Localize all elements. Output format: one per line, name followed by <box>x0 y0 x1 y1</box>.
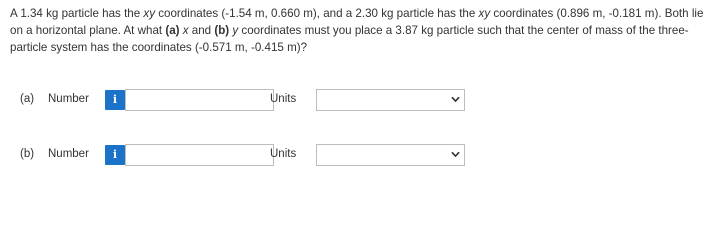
problem-text: and <box>188 24 215 37</box>
answer-row-a <box>20 88 720 114</box>
info-icon[interactable]: i <box>105 90 125 110</box>
problem-text: A 1.34 kg particle has the <box>10 7 144 20</box>
chevron-down-icon <box>451 150 460 159</box>
answer-row-b <box>20 143 720 169</box>
problem-part-marker-a: (a) <box>165 24 180 37</box>
part-label: (b) <box>20 148 35 160</box>
chevron-down-icon <box>451 95 460 104</box>
answer-type-label: Number <box>48 148 89 160</box>
problem-text-italic: y <box>232 24 239 37</box>
problem-part-marker-b: (b) <box>214 24 230 37</box>
units-select-b[interactable] <box>316 144 465 166</box>
number-input-b[interactable] <box>125 144 274 166</box>
problem-text-italic: x <box>182 24 189 37</box>
problem-text-italic: xy <box>143 7 156 20</box>
problem-text: coordinates (0.896 m, -0.181 m). Both lie on a horizontal plane. At what <box>10 7 704 37</box>
units-label: Units <box>270 148 297 160</box>
problem-text: coordinates must you place a 3.87 kg particle such that the center of mass of the three-particle system has the coordinates (-0.571 m, -0.415 m)? <box>10 24 689 54</box>
answer-type-label: Number <box>48 93 89 105</box>
problem-statement <box>10 5 715 56</box>
info-icon[interactable]: i <box>105 145 125 165</box>
problem-text-italic: xy <box>478 7 491 20</box>
problem-text: coordinates (-1.54 m, 0.660 m), and a 2.30 kg particle has the <box>155 7 479 20</box>
units-select-a[interactable] <box>316 89 465 111</box>
number-input-a[interactable] <box>125 89 274 111</box>
part-label: (a) <box>20 93 35 105</box>
units-label: Units <box>270 93 297 105</box>
